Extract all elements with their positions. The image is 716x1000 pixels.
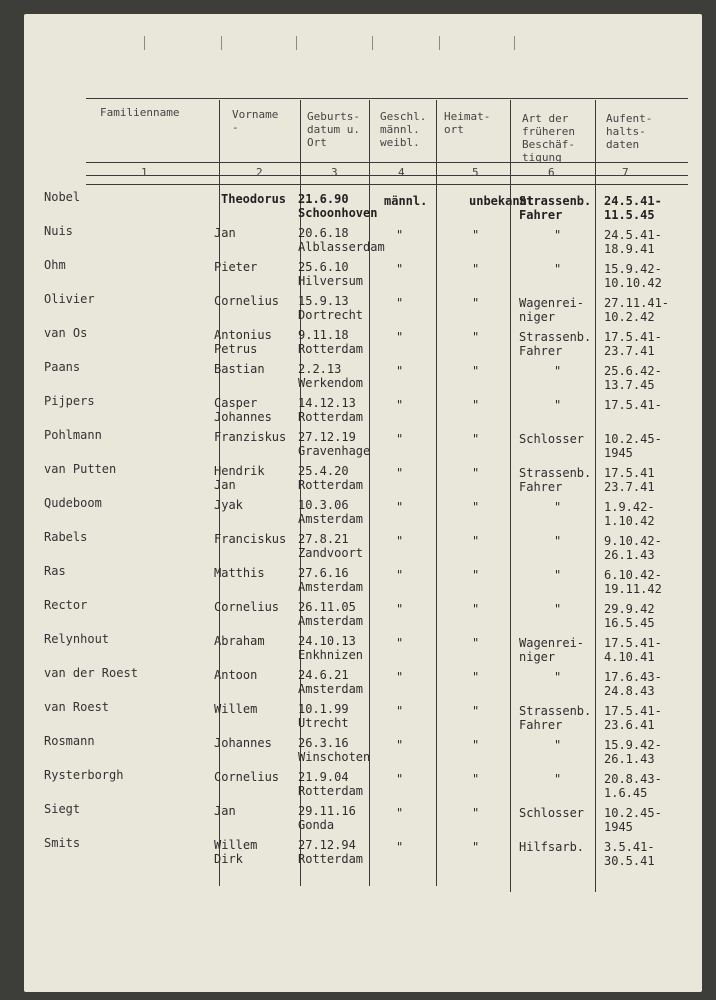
cell-geschlecht: " [396,534,404,548]
cell-geschlecht: männl. [384,194,428,208]
cell-familienname: Olivier [44,292,95,306]
cell-aufenthalt: 17.5.41- [604,398,662,412]
cell-aufenthalt: 24.5.41- 18.9.41 [604,228,662,256]
cell-geschlecht: " [396,602,404,616]
cell-vorname: Hendrik Jan [214,464,265,492]
cell-geburt: 27.8.21 Zandvoort [298,532,364,560]
cell-heimatort: " [472,534,480,548]
cell-heimatort: " [472,738,480,752]
cell-vorname: Antoon [214,668,258,682]
table-row [24,802,702,836]
cell-aufenthalt: 24.5.41- 11.5.45 [604,194,662,222]
table-row [24,224,702,258]
table-row [24,190,702,224]
table-row [24,734,702,768]
cell-familienname: Relynhout [44,632,110,646]
cell-geschlecht: " [396,296,404,310]
tick-mark [372,36,373,50]
header-heimatort: Heimat- ort [444,110,491,136]
column-number: 7 [622,166,629,179]
cell-geburt: 25.4.20 Rotterdam [298,464,364,492]
cell-beschaeftigung: " [554,602,562,616]
table-row [24,564,702,598]
cell-geburt: 24.10.13 Enkhnizen [298,634,364,662]
table-row [24,700,702,734]
cell-aufenthalt: 20.8.43- 1.6.45 [604,772,662,800]
cell-beschaeftigung: Strassenb. Fahrer [519,466,592,494]
cell-heimatort: " [472,840,480,854]
cell-vorname: Matthis [214,566,265,580]
cell-heimatort: " [472,364,480,378]
cell-heimatort: " [472,262,480,276]
cell-geschlecht: " [396,228,404,242]
cell-heimatort: " [472,228,480,242]
cell-aufenthalt: 17.6.43- 24.8.43 [604,670,662,698]
cell-heimatort: " [472,772,480,786]
cell-beschaeftigung: " [554,568,562,582]
cell-familienname: van Os [44,326,88,340]
header-geschlecht: Geschl. männl. weibl. [380,110,427,149]
header-familienname: Familienname [100,106,180,119]
cell-beschaeftigung: Wagenrei- niger [519,636,585,664]
cell-familienname: Paans [44,360,81,374]
cell-vorname: Cornelius [214,294,280,308]
tick-mark [439,36,440,50]
cell-aufenthalt: 15.9.42- 26.1.43 [604,738,662,766]
cell-geschlecht: " [396,500,404,514]
cell-geschlecht: " [396,262,404,276]
table-row [24,598,702,632]
table-row [24,360,702,394]
cell-heimatort: " [472,636,480,650]
cell-geschlecht: " [396,466,404,480]
cell-geburt: 20.6.18 Alblasserdam [298,226,385,254]
cell-aufenthalt: 9.10.42- 26.1.43 [604,534,662,562]
cell-beschaeftigung: Schlosser [519,432,585,446]
column-number: 6 [548,166,555,179]
column-number: 3 [331,166,338,179]
cell-geschlecht: " [396,364,404,378]
cell-geschlecht: " [396,330,404,344]
cell-geschlecht: " [396,636,404,650]
cell-vorname: Franziskus [214,430,287,444]
cell-vorname: Casper Johannes [214,396,272,424]
header-rule [86,162,688,163]
cell-geburt: 9.11.18 Rotterdam [298,328,364,356]
cell-heimatort: " [472,466,480,480]
cell-familienname: Nobel [44,190,81,204]
table-row [24,326,702,360]
cell-familienname: van der Roest [44,666,138,680]
cell-geburt: 21.6.90 Schoonhoven [298,192,378,220]
cell-vorname: Cornelius [214,600,280,614]
column-number: 2 [256,166,263,179]
cell-vorname: Franciskus [214,532,287,546]
cell-geschlecht: " [396,772,404,786]
cell-vorname: Johannes [214,736,272,750]
cell-familienname: Rosmann [44,734,95,748]
tick-mark [221,36,222,50]
table-row [24,530,702,564]
cell-familienname: Pijpers [44,394,95,408]
column-number: 5 [472,166,479,179]
cell-aufenthalt: 15.9.42- 10.10.42 [604,262,662,290]
cell-aufenthalt: 10.2.45- 1945 [604,806,662,834]
cell-aufenthalt: 17.5.41 23.7.41 [604,466,655,494]
cell-familienname: Siegt [44,802,81,816]
cell-beschaeftigung: " [554,534,562,548]
table-row [24,666,702,700]
header-vorname: Vorname - [232,108,279,134]
cell-heimatort: " [472,432,480,446]
cell-geburt: 10.1.99 Utrecht [298,702,349,730]
table-row [24,496,702,530]
cell-heimatort: " [472,806,480,820]
cell-geburt: 14.12.13 Rotterdam [298,396,364,424]
cell-beschaeftigung: " [554,670,562,684]
cell-aufenthalt: 17.5.41- 23.7.41 [604,330,662,358]
cell-geschlecht: " [396,738,404,752]
cell-familienname: Rysterborgh [44,768,124,782]
table-row [24,258,702,292]
cell-heimatort: " [472,670,480,684]
table-row [24,462,702,496]
cell-familienname: Ohm [44,258,66,272]
cell-geschlecht: " [396,840,404,854]
table-row [24,768,702,802]
cell-beschaeftigung: " [554,228,562,242]
cell-geschlecht: " [396,568,404,582]
cell-heimatort: " [472,330,480,344]
cell-geburt: 24.6.21 Amsterdam [298,668,364,696]
cell-vorname: Jan [214,804,236,818]
cell-aufenthalt: 10.2.45- 1945 [604,432,662,460]
cell-heimatort: " [472,602,480,616]
document-page [24,14,702,992]
table-row [24,632,702,666]
cell-geburt: 27.12.19 Gravenhage [298,430,371,458]
cell-vorname: Willem [214,702,258,716]
cell-familienname: Qudeboom [44,496,102,510]
cell-geburt: 2.2.13 Werkendom [298,362,364,390]
cell-geburt: 10.3.06 Amsterdam [298,498,364,526]
cell-familienname: Nuis [44,224,73,238]
table-top-rule [86,98,688,99]
column-number: 4 [398,166,405,179]
cell-aufenthalt: 17.5.41- 23.6.41 [604,704,662,732]
cell-beschaeftigung: " [554,738,562,752]
tick-mark [296,36,297,50]
cell-geburt: 27.12.94 Rotterdam [298,838,364,866]
cell-vorname: Cornelius [214,770,280,784]
table-row [24,394,702,428]
cell-beschaeftigung: " [554,772,562,786]
cell-familienname: van Roest [44,700,110,714]
cell-aufenthalt: 27.11.41- 10.2.42 [604,296,670,324]
cell-geschlecht: " [396,398,404,412]
table-row [24,836,702,870]
cell-heimatort: " [472,704,480,718]
cell-geschlecht: " [396,670,404,684]
cell-familienname: Rabels [44,530,88,544]
cell-beschaeftigung: " [554,398,562,412]
tick-mark [144,36,145,50]
header-aufenthaltsdaten: Aufent- halts- daten [606,112,653,151]
cell-vorname: Pieter [214,260,258,274]
cell-heimatort: " [472,398,480,412]
cell-beschaeftigung: Wagenrei- niger [519,296,585,324]
cell-heimatort: " [472,500,480,514]
cell-beschaeftigung: Strassenb. Fahrer [519,704,592,732]
cell-familienname: van Putten [44,462,117,476]
cell-aufenthalt: 29.9.42 16.5.45 [604,602,655,630]
cell-vorname: Abraham [214,634,265,648]
cell-heimatort: " [472,568,480,582]
cell-geburt: 21.9.04 Rotterdam [298,770,364,798]
cell-familienname: Rector [44,598,88,612]
cell-aufenthalt: 3.5.41- 30.5.41 [604,840,655,868]
header-bottom-rule [86,175,688,176]
table-row [24,428,702,462]
cell-geschlecht: " [396,432,404,446]
table-row [24,292,702,326]
cell-aufenthalt: 6.10.42- 19.11.42 [604,568,662,596]
cell-aufenthalt: 17.5.41- 4.10.41 [604,636,662,664]
cell-heimatort: " [472,296,480,310]
cell-beschaeftigung: Strassenb. Fahrer [519,330,592,358]
cell-aufenthalt: 1.9.42- 1.10.42 [604,500,655,528]
cell-vorname: Antonius Petrus [214,328,272,356]
cell-vorname: Jyak [214,498,243,512]
cell-beschaeftigung: " [554,262,562,276]
cell-geburt: 25.6.10 Hilversum [298,260,364,288]
cell-geschlecht: " [396,704,404,718]
cell-geburt: 15.9.13 Dortrecht [298,294,364,322]
cell-vorname: Jan [214,226,236,240]
header-beschaeftigung: Art der früheren Beschäf- tigung [522,112,575,164]
header-bottom-rule-2 [86,184,688,185]
cell-familienname: Ras [44,564,66,578]
cell-geburt: 26.11.05 Amsterdam [298,600,364,628]
cell-heimatort: unbekannt [469,194,535,208]
cell-familienname: Pohlmann [44,428,102,442]
cell-beschaeftigung: Schlosser [519,806,585,820]
cell-geburt: 27.6.16 Amsterdam [298,566,364,594]
cell-vorname: Willem Dirk [214,838,258,866]
cell-vorname: Theodorus [221,192,287,206]
column-number: 1 [141,166,148,179]
cell-geschlecht: " [396,806,404,820]
cell-beschaeftigung: Hilfsarb. [519,840,585,854]
cell-beschaeftigung: " [554,500,562,514]
cell-aufenthalt: 25.6.42- 13.7.45 [604,364,662,392]
cell-geburt: 26.3.16 Winschoten [298,736,371,764]
cell-beschaeftigung: Strassenb. Fahrer [519,194,592,222]
tick-mark [514,36,515,50]
cell-familienname: Smits [44,836,81,850]
header-geburtsdatum: Geburts- datum u. Ort [307,110,360,149]
cell-geburt: 29.11.16 Gonda [298,804,356,832]
cell-beschaeftigung: " [554,364,562,378]
cell-vorname: Bastian [214,362,265,376]
